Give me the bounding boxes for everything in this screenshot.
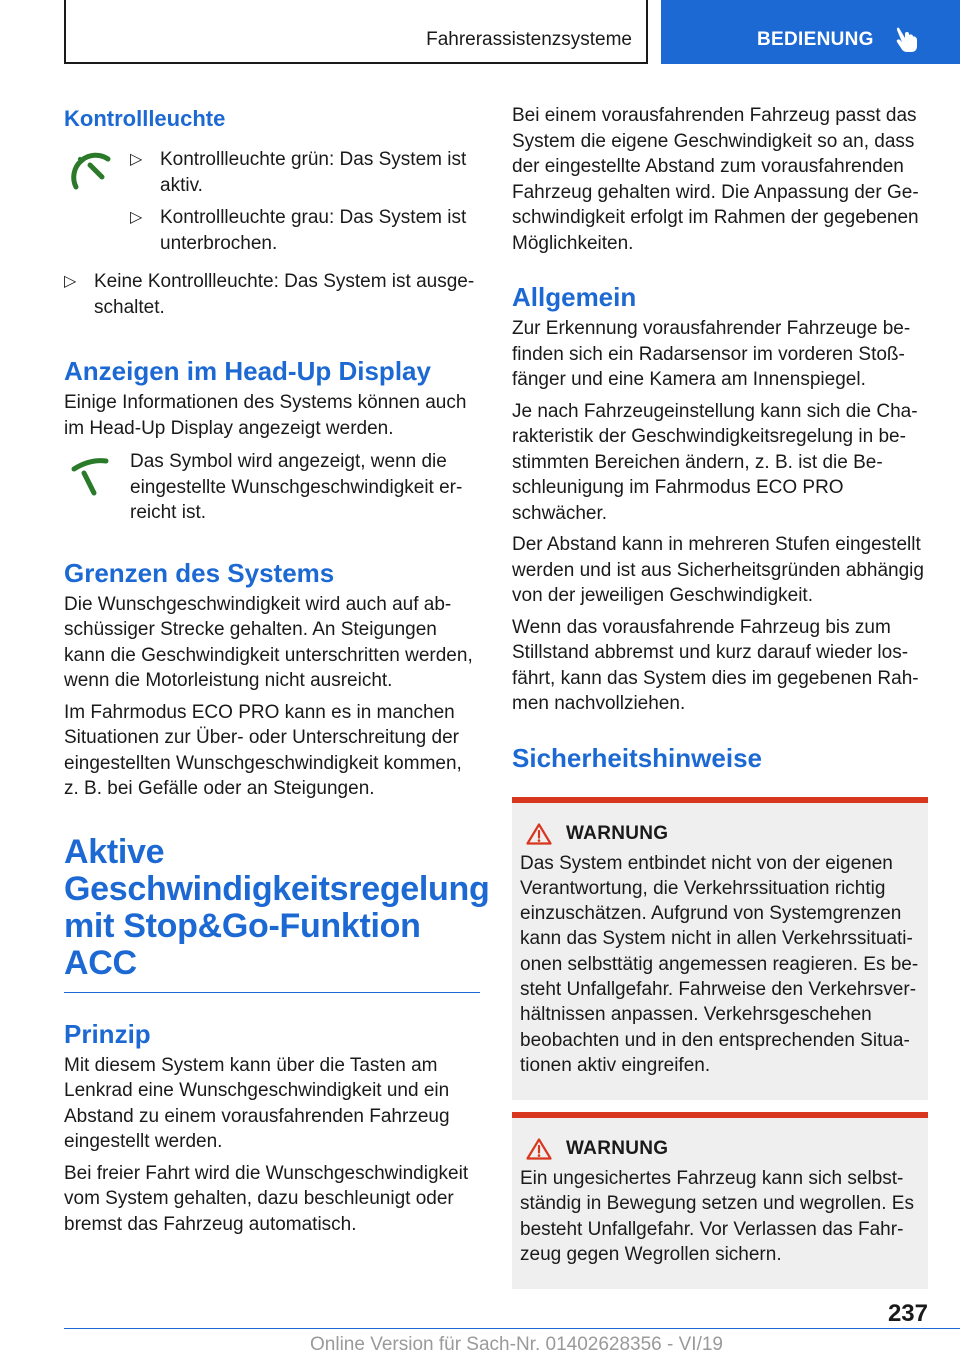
hud-icon-row [64,449,480,526]
list-item: ▷ Kontrollleuchte grün: Das System ist aktiv. [130,149,467,196]
left-column [64,100,490,1237]
list-item: ▷ Kontrollleuchte grau: Das System ist unterbrochen. [130,207,467,254]
header-chapter-tab [661,0,960,64]
warning-title: WARNUNG [566,822,669,844]
prinzip-heading: Prinzip [64,1018,151,1049]
prinzip-text-2: Bei freier Fahrt wird die Wunschgeschwindigkeit vom System gehalten, dazu beschleunigt oder bremst das Fahrzeug automatisch. [64,1162,469,1235]
speedometer-indicator-icon [64,147,130,263]
grenzen-text-1: Die Wunschgeschwindigkeit wird auch auf abschüssiger Strecke gehalten. An Steigungen kann die Geschwindigkeit unterschritten werden, wenn die Motorleistung nicht ausreicht. [64,593,473,691]
warning-header [520,823,920,845]
prinzip-text-1: Mit diesem System kann über die Tasten am Lenkrad eine Wunschgeschwindigkeit und ein Abstand zu einem vorausfahrenden Fahrzeug eingestellt werden. [64,1054,450,1152]
sicherheit-heading: Sicherheitshinweise [512,742,762,773]
triangle-bullet-icon: ▷ [130,151,143,168]
warning-triangle-icon [526,823,552,845]
acc-divider [64,992,480,993]
hud-icon-text: Das Symbol wird angezeigt, wenn die eingestellte Wunschgeschwindigkeit erreicht ist. [130,451,463,523]
kontrollleuchte-row [64,147,480,263]
kontrollleuchte-heading: Kontrollleuchte [64,106,226,131]
warning-text: Ein ungesichertes Fahrzeug kann sich selbstständig in Bewegung setzen und wegrollen. Es besteht Unfallgefahr. Vor Verlassen das Fahrzeug gegen Wegrollen sichern. [520,1168,914,1266]
allgemein-text-1: Zur Erkennung vorausfahrender Fahrzeuge befinden sich ein Radarsensor im vorderen Stoßfänger und eine Kamera am Innenspiegel. [512,318,911,390]
allgemein-text-3: Der Abstand kann in mehreren Stufen eingestellt werden und ist aus Sicherheitsgründen abhängig von der jeweiligen Geschwindigkeit. [512,534,924,606]
triangle-bullet-icon: ▷ [130,209,143,226]
footer-online-version: Online Version für Sach-Nr. 01402628356 - VI/19 [310,1334,723,1355]
speed-needle-icon [64,449,130,526]
pointing-hand-icon [895,26,921,54]
allgemein-heading: Allgemein [512,282,637,312]
warning-title: WARNUNG [566,1138,669,1160]
warning-box-1 [512,797,928,1101]
allgemein-text-4: Wenn das vorausfahrende Fahrzeug bis zum Stillstand abbremst und kurz darauf wieder losfährt, kann das System dies im gegebenen Rahmen nachvollziehen. [512,616,919,714]
warning-triangle-icon [526,1138,552,1160]
hud-heading: Anzeigen im Head-Up Display [64,356,431,386]
triangle-bullet-icon: ▷ [64,273,77,290]
grenzen-text-2: Im Fahrmodus ECO PRO kann es in manchen Situationen zur Über- oder Unterschreitung der eingestellten Wunschgeschwindigkeit kommen, z. B. bei Gefälle oder an Steigungen. [64,701,462,799]
allgemein-text-2: Je nach Fahrzeugeinstellung kann sich die Charakteristik der Geschwindigkeitsregelung in bestimmten Bereichen ändern, z. B. ist die Beschleunigung im Fahrmodus ECO PRO schwächer. [512,400,918,524]
warning-box-2 [512,1112,928,1289]
hud-text: Einige Informationen des Systems können auch im Head-Up Display angezeigt werden. [64,392,467,439]
footer-divider [64,1328,960,1329]
header-chapter-title: BEDIENUNG [757,29,874,50]
intro-text: Bei einem vorausfahrenden Fahrzeug passt das System die eigene Geschwindigkeit so an, dass der eingestellte Abstand zum vorausfahrenden Fahrzeug gehalten wird. Die Anpassung der Geschwindigkeit erfolgt im Rahmen der gegebenen Möglichkeiten. [512,105,919,254]
page-number: 237 [887,1300,928,1327]
right-column [512,100,928,1289]
acc-heading: Aktive Geschwindigkeitsregelung mit Stop&Go-Funktion ACC [64,832,490,982]
list-item: ▷ Keine Kontrollleuchte: Das System ist ausgeschaltet. [64,271,475,318]
header-section-box [64,0,648,64]
grenzen-heading: Grenzen des Systems [64,557,335,588]
header-section-title: Fahrerassistenzsysteme [426,29,632,50]
warning-text: Das System entbindet nicht von der eigenen Verantwortung, die Verkehrssituation richtig einzuschätzen. Aufgrund von Systemgrenzen kann das System nicht in allen Verkehrssituationen selbsttätig angemessen reagieren. Es besteht Unfallgefahr. Fahrweise den Verkehrsverhältnissen anpassen. Verkehrsgeschehen beobachten und in den entsprechenden Situationen aktiv eingreifen. [520,852,919,1076]
warning-header [520,1138,920,1160]
